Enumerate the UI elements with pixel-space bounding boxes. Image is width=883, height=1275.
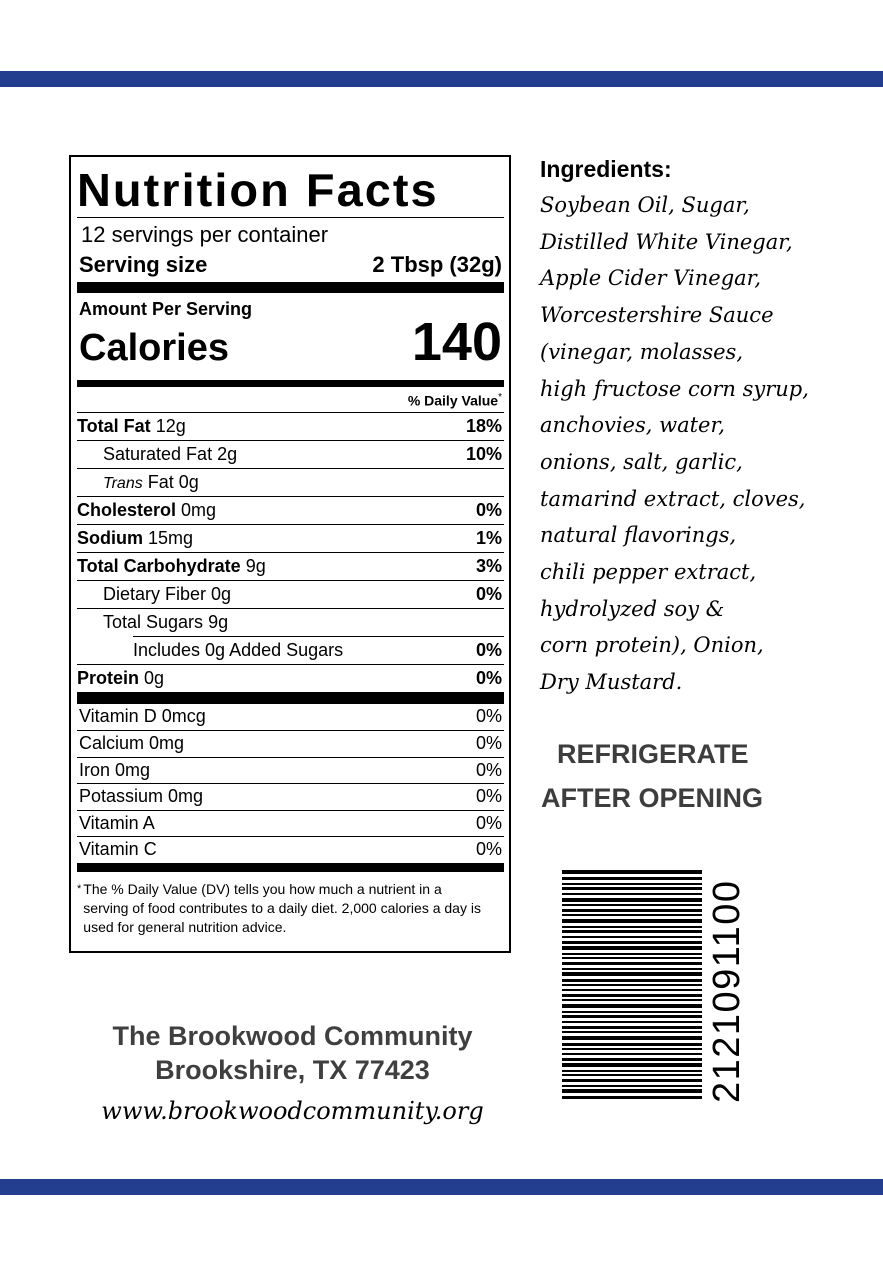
vitamin-row: [77, 757, 504, 784]
nutrient-name: Fat: [147, 471, 174, 492]
nutrient-amount: 15mg: [148, 527, 194, 548]
amount-per-serving: Amount Per Serving: [79, 299, 253, 319]
nutrient-name: Cholesterol: [77, 499, 177, 520]
nutrient-name: Includes 0g Added Sugars: [133, 639, 344, 660]
nutrient-dv: 0%: [475, 667, 502, 688]
nutrient-row-trans-fat: [77, 468, 504, 496]
company-city: Brookshire, TX 77423: [155, 1055, 430, 1085]
ingredient-line: onions, salt, garlic,: [540, 449, 743, 474]
barcode-bar: [562, 1021, 702, 1023]
barcode-bar: [562, 1004, 702, 1008]
nutrient-name: Dietary Fiber: [103, 583, 207, 604]
barcode-bar: [562, 1063, 702, 1067]
nutrient-label: [103, 469, 199, 496]
nutrient-dv: 3%: [475, 555, 502, 576]
ingredient-line: corn protein), Onion,: [540, 633, 764, 658]
ingredient-line: (vinegar, molasses,: [540, 339, 743, 364]
nutrient-amount: 0g: [211, 583, 232, 604]
top-blue-band: [0, 71, 883, 87]
medium-divider: [77, 863, 504, 872]
medium-divider: [77, 380, 504, 387]
nutrient-row-total-sugars: [77, 608, 504, 636]
nutrient-label: [103, 441, 237, 468]
address-block: [90, 1019, 495, 1125]
ingredient-line: tamarind extract, cloves,: [540, 486, 806, 511]
ingredients-heading: Ingredients:: [540, 156, 672, 182]
barcode-bar: [562, 972, 702, 976]
nutrient-row-saturated-fat: [77, 440, 504, 468]
barcode-bar: [562, 1043, 702, 1046]
vitamin-row: [77, 810, 504, 837]
barcode-bar: [562, 941, 702, 944]
nutrient-label: [103, 581, 231, 608]
barcode-bar: [562, 962, 702, 965]
nutrient-name: Sodium: [77, 527, 143, 548]
barcode-bar: [562, 999, 702, 1001]
barcode-bar: [562, 893, 702, 895]
servings-per-container: 12 servings per container: [81, 222, 329, 247]
calories-row: [77, 314, 504, 370]
calories-value: 140: [411, 312, 502, 372]
barcode-bar: [562, 919, 702, 923]
vitamin-dv: 0%: [475, 812, 502, 833]
barcode-bar: [562, 1070, 702, 1072]
nutrient-dv: [502, 469, 504, 496]
nutrient-row-cholesterol: [77, 496, 504, 524]
barcode-bar: [562, 1015, 702, 1018]
vitamin-row: [77, 704, 504, 731]
nutrient-name: Total Sugars: [103, 611, 204, 632]
vitamin-name: Potassium 0mg: [79, 786, 204, 807]
nutrient-amount: 0g: [144, 667, 165, 688]
barcode-bar: [562, 877, 702, 880]
nutrient-amount: 9g: [245, 555, 266, 576]
heavy-divider: [77, 692, 504, 704]
barcode-bar: [562, 979, 702, 982]
ingredient-line: Distilled White Vinegar,: [540, 229, 793, 254]
nutrient-label: [133, 637, 343, 664]
vitamin-dv: 0%: [475, 733, 502, 754]
barcode-bar: [562, 930, 702, 933]
nutrient-label: [77, 497, 216, 524]
barcode-bar: [562, 957, 702, 959]
barcode-bar: [562, 898, 702, 902]
ingredient-line: natural flavorings,: [540, 523, 737, 548]
nutrient-name: Total Carbohydrate: [77, 555, 241, 576]
barcode-bar: [562, 953, 702, 955]
barcode-bar: [562, 1074, 702, 1076]
barcode-bar: [562, 946, 702, 950]
nutrient-amount: 12g: [155, 415, 186, 436]
company-url: www.brookwoodcommunity.org: [101, 1097, 484, 1125]
ingredients-list: [540, 187, 860, 701]
vitamin-name: Vitamin A: [79, 812, 155, 833]
barcode-bar: [562, 1053, 702, 1055]
nutrient-label: [77, 413, 186, 440]
ingredient-line: Worcestershire Sauce: [540, 303, 774, 328]
barcode-bar: [562, 1089, 702, 1093]
barcode-bar: [562, 904, 702, 906]
ingredient-line: Apple Cider Vinegar,: [540, 266, 762, 291]
barcode-bar: [562, 883, 702, 885]
vitamin-name: Vitamin D 0mcg: [79, 705, 206, 726]
barcode-bar: [562, 1026, 702, 1029]
footnote-text: The % Daily Value (DV) tells you how much a nutrient in a serving of food contributes to a daily diet. 2,000 calories a day is used for general nutrition advice.: [83, 880, 481, 935]
nutrient-dv: 0%: [475, 583, 502, 604]
bottom-blue-band: [0, 1179, 883, 1195]
nutrient-row-dietary-fiber: [77, 580, 504, 608]
nutrient-dv: 0%: [475, 639, 502, 660]
vitamin-dv: 0%: [475, 839, 502, 860]
barcode-bar: [562, 914, 702, 916]
daily-value-star: *: [498, 392, 502, 403]
footnote-star: *: [77, 882, 82, 895]
ingredient-line: Soybean Oil, Sugar,: [540, 193, 750, 217]
vitamin-name: Iron 0mg: [79, 759, 151, 780]
nutrient-row-sodium: [77, 524, 504, 552]
nutrient-dv: [502, 609, 504, 636]
daily-value-header: [77, 387, 504, 412]
serving-size-value: 2 Tbsp (32g): [372, 252, 502, 277]
nutrient-name: Saturated Fat: [103, 443, 213, 464]
vitamin-dv: 0%: [475, 786, 502, 807]
nutrient-amount: 9g: [208, 611, 229, 632]
vitamin-name: Vitamin C: [79, 839, 157, 860]
vitamin-dv: 0%: [475, 759, 502, 780]
barcode-bar: [562, 1085, 702, 1087]
barcode-bar: [562, 926, 702, 928]
barcode-bar: [562, 984, 702, 986]
vitamin-name: Calcium 0mg: [79, 733, 185, 754]
nutrient-dv: 0%: [475, 499, 502, 520]
barcode-bar: [562, 1096, 702, 1099]
serving-size-label: Serving size: [79, 252, 208, 277]
barcode-bar: [562, 1036, 702, 1040]
nutrient-name: Total Fat: [77, 415, 151, 436]
nutrient-label: [77, 665, 164, 692]
barcode-bar: [562, 1011, 702, 1013]
calories-label: Calories: [79, 327, 229, 369]
nutrient-label: [77, 525, 193, 552]
ingredient-line: hydrolyzed soy &: [540, 596, 725, 621]
nutrient-amount: 0g: [178, 471, 199, 492]
nutrient-amount: 0mg: [181, 499, 217, 520]
nutrient-label: [77, 553, 266, 580]
barcode-bar: [562, 936, 702, 938]
nutrient-dv: 1%: [475, 527, 502, 548]
nutrient-name: Protein: [77, 667, 140, 688]
vitamin-row: [77, 783, 504, 810]
barcode-bar: [562, 989, 702, 991]
barcode-bar: [562, 968, 702, 970]
nutrient-row-total-carbohydrate: [77, 552, 504, 580]
ingredient-line: high fructose corn syrup,: [540, 376, 809, 401]
nutrient-dv: 18%: [465, 415, 502, 436]
heavy-divider: [77, 282, 504, 293]
barcode-bar: [562, 909, 702, 912]
serving-size-row: [77, 250, 504, 282]
ingredient-line: Dry Mustard.: [540, 670, 683, 695]
nutrient-name-italic: Trans: [103, 474, 143, 492]
daily-value-header-text: % Daily Value: [407, 392, 499, 409]
daily-value-footnote: [77, 880, 504, 937]
storage-line-1: REFRIGERATE: [557, 739, 749, 769]
storage-instruction: [541, 732, 763, 820]
vitamin-dv: 0%: [475, 705, 502, 726]
vitamin-row: [77, 836, 504, 863]
barcode-bar: [562, 994, 702, 997]
barcode-bar: [562, 887, 702, 890]
company-name: The Brookwood Community: [112, 1021, 473, 1051]
nutrient-amount: 2g: [217, 443, 238, 464]
nutrition-title: Nutrition Facts: [77, 164, 439, 216]
barcode-bar: [562, 1058, 702, 1061]
ingredient-line: anchovies, water,: [540, 413, 725, 438]
vitamin-row: [77, 730, 504, 757]
nutrient-row-added-sugars: [133, 636, 504, 664]
barcode-bar: [562, 1079, 702, 1082]
nutrient-row-total-fat: [77, 412, 504, 440]
nutrition-facts-panel: [69, 155, 511, 953]
ingredient-line: chili pepper extract,: [540, 560, 757, 585]
barcode-number: 2121091100: [706, 879, 748, 1103]
barcode-bar: [562, 1031, 702, 1033]
nutrient-dv: 10%: [465, 443, 502, 464]
nutrient-row-protein: [77, 664, 504, 692]
nutrient-label: [103, 609, 228, 636]
barcode-bar: [562, 870, 702, 874]
barcode: [562, 870, 702, 1127]
divider: [77, 217, 504, 218]
barcode-bar: [562, 1048, 702, 1050]
storage-line-2: AFTER OPENING: [541, 783, 764, 813]
